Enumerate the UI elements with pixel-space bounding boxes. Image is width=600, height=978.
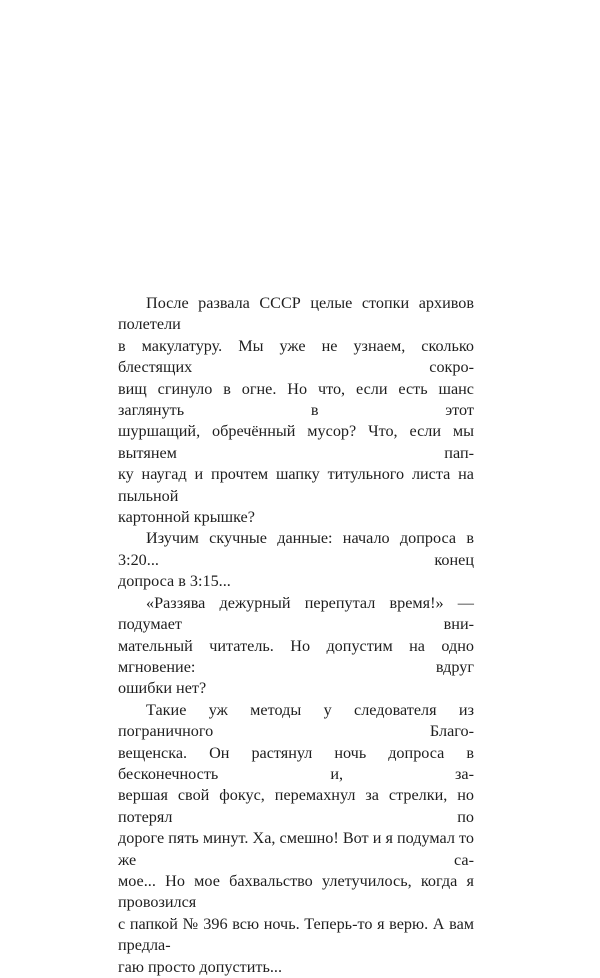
text-line: вершая свой фокус, перемахнул за стрелки, но потерял по — [118, 786, 474, 826]
paragraph-1 — [118, 293, 474, 528]
paragraph-3 — [118, 593, 474, 700]
text-line: шуршащий, обречённый мусор? Что, если мы вытянем пап- — [118, 422, 474, 462]
text-line: мательный читатель. Но допустим на одно мгновение: вдруг — [118, 636, 474, 676]
text-line: допроса в 3:15... — [118, 572, 231, 591]
text-line: с папкой № 396 всю ночь. Теперь-то я верю. А вам предла- — [118, 914, 474, 955]
paragraph-2 — [118, 528, 474, 592]
text-line: После развала СССР целые стопки архивов полетели — [118, 294, 474, 334]
text-line: ку наугад и прочтем шапку титульного листа на пыльной — [118, 465, 474, 505]
text-line: дороге пять минут. Ха, смешно! Вот и я подумал то же са- — [118, 829, 474, 869]
text-line: ошибки нет? — [118, 679, 207, 698]
text-line: «Раззява дежурный перепутал время!» — подумает вни- — [118, 593, 474, 634]
text-line: в макулатуру. Мы уже не узнаем, сколько блестящих сокро- — [118, 336, 474, 377]
text-line: вищ сгинуло в огне. Но что, если есть шанс заглянуть в этот — [118, 379, 474, 420]
text-line: Изучим скучные данные: начало допроса в 3:20... конец — [118, 529, 474, 569]
paragraph-4 — [118, 700, 474, 978]
text-line: Такие уж методы у следователя из пограничного Благо- — [118, 700, 474, 741]
text-line: гаю просто допустить... — [118, 957, 283, 976]
text-line: картонной крышке? — [118, 508, 255, 527]
body-text — [118, 293, 474, 978]
text-line: мое... Но мое бахвальство улетучилось, когда я провозился — [118, 871, 474, 912]
text-line: вещенска. Он растянул ночь допроса в бесконечность и, за- — [118, 743, 474, 783]
